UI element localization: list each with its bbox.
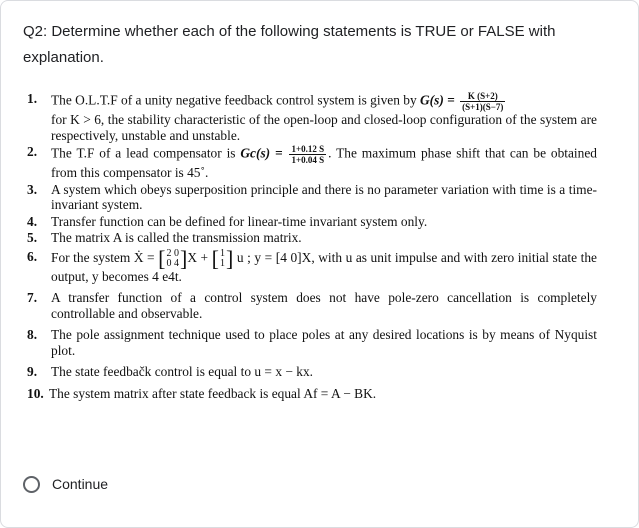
statement-number: 9. (27, 364, 38, 379)
statement-text: X + (187, 249, 212, 265)
statement-9 (27, 364, 597, 380)
statement-text: The state feedbačk control is equal to u = x − kx. (51, 364, 314, 379)
statement-6: 6. For the system Ẋ = [ 2 0 0 4 ]X + [ 1 1 ] u ; y = [4 0]X, with u as unit impulse and with zero initial state the output, y becomes 4 e4t. (27, 245, 597, 284)
statement-10 (27, 386, 597, 402)
statement-number: 4. (27, 213, 38, 229)
statement-number: 1. (27, 91, 38, 106)
statement-7 (27, 290, 597, 321)
statement-5 (27, 230, 597, 246)
statement-number: 6. (27, 248, 38, 264)
statement-3 (27, 182, 597, 213)
statement-number: 8. (27, 327, 38, 342)
statement-4 (27, 214, 597, 230)
statement-text: The T.F of a lead compensator is (51, 145, 241, 161)
statement-number: 3. (27, 181, 38, 197)
statement-text: u ; y = [4 0]X, with u as unit impulse and with zero initial state the output, y becomes 4 e4t. (51, 249, 597, 284)
statement-text: Transfer function can be defined for linear-time invariant system only. (51, 213, 428, 229)
question-title: Q2: Determine whether each of the following statements is TRUE or FALSE with explanation. (23, 23, 556, 66)
radio-button[interactable] (23, 476, 40, 493)
statement-number: 5. (27, 230, 38, 245)
matrix-a: 2 0 0 4 (166, 247, 179, 269)
fraction: $\frac{1+0.12 S}{1+0.04 S}$ (291, 144, 325, 165)
statement-number: 7. (27, 290, 38, 305)
option-label: Continue (52, 476, 109, 492)
statement-text: The system matrix after state feedback is equal Af = A − BK. (49, 385, 377, 401)
statement-8 (27, 327, 597, 358)
fraction: $\frac{K (S+2)}{(S+1)(S-7)}$ (462, 91, 504, 112)
statement-text: The matrix A is called the transmission matrix. (51, 230, 302, 245)
option-continue[interactable] (23, 473, 108, 495)
formula-label: G(s) = (420, 92, 459, 108)
statement-text: A transfer function of a control system does not have pole-zero cancellation is completely controllable and observable. (51, 290, 597, 321)
statement-number: 2. (27, 144, 38, 159)
matrix-b: 1 1 (220, 247, 225, 269)
statement-text: The pole assignment technique used to place poles at any desired locations is by means of Nyquist plot. (51, 327, 597, 358)
statement-text: The O.L.T.F of a unity negative feedback control system is given by (51, 92, 421, 108)
statement-text: for K > 6, the stability characteristic of the open-loop and closed-loop configuration of the system are respectively, unstable and unstable. (51, 112, 597, 143)
formula-label: Gc(s) = (240, 145, 288, 161)
question-image (27, 91, 597, 402)
statement-2 (27, 144, 597, 181)
statement-text: A system which obeys superposition principle and there is no parameter variation with time is a time-invariant system. (51, 181, 597, 212)
statement-text: . The maximum phase shift that can be obtained from this compensator is 45˚. (51, 145, 597, 180)
statement-number: 10. (27, 385, 44, 401)
statement-1 (27, 91, 597, 143)
statement-text: For the system Ẋ = (51, 249, 159, 265)
